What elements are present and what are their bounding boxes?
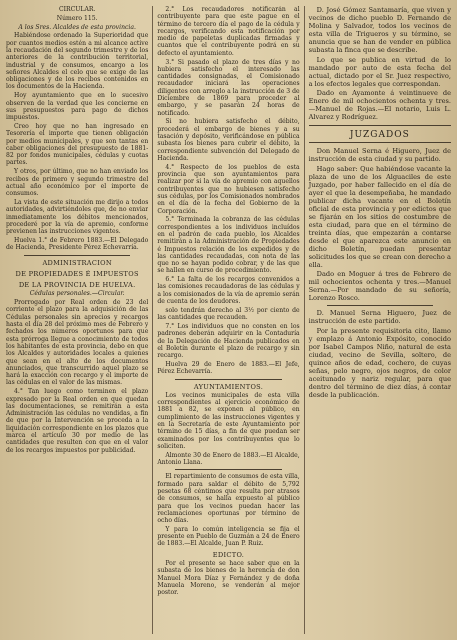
paragraph: Los vecinos municipales de esta villa correspondientes al ejercicio económico de 1881 a 82, se exponen al público, en cumplimiento de las instrucciones vigentes y en la Secretaría de este Ayuntamiento por término de 15 días, a fin de que puedan ser examinados por los contribuyentes que lo soliciten.: [157, 391, 300, 450]
columns: [6, 6, 451, 634]
paragraph: D. José Gómez Santamaría, que viven y vecinos de dicho pueblo D. Fernando de Molina y Salvador, todos los vecinos de esta villa de Trigueros y su término, se anuncia que se han de vender en pública subasta la finca que se describe.: [308, 6, 451, 54]
column-left: [6, 6, 148, 634]
section-topic: Cédulas personales.—Circular.: [29, 290, 125, 298]
paragraph: La vista de este situación me dirijo a todos autoridades, advirtiéndoles que, de no enviar inmediatamente los débitos mencionados, procederé por la vía de apremio, conforme previenen las instrucciones vigentes.: [6, 198, 149, 236]
paragraph: 3.° Si pasado el plazo de tres días y no hubiera satisfecho el interesado las cantidades consignadas, el Comisionado recaudador iniciará las operaciones diligentes con arreglo a la instrucción de 3 de Diciembre de 1869 para proceder al embargo, y se pasarán 24 horas de notificado.: [157, 58, 300, 117]
paragraph: Don Manuel Serna é Higuero, Juez de instrucción de esta ciudad y su partido.: [308, 147, 451, 163]
paragraph: 4.° Tan luego como terminen el plazo expresado por la Real orden en que quedan las documentaciones, se remitirán a esta Administración las cédulas no vendidas, a fin de que por la Intervención se proceda a la liquidación correspondiente en los plazos que marca el artículo 30 por medio de las cantidades que resulten con que en el valor de los recargos impuestos por publicidad.: [6, 388, 149, 454]
paragraph: D. Manuel Serna Higuero, Juez de instrucción de este partido.: [308, 309, 451, 325]
divider: [175, 379, 281, 380]
signature: Dado en Ayamonte á veintinueve de Enero de mil ochocientos ochenta y tres.—Manuel de Rojas.—El notario, Luis L. Alvarez y Rodríguez.: [308, 89, 451, 121]
section-title-edicto: EDICTO.: [212, 550, 245, 559]
column-right: [304, 6, 451, 634]
section-subtitle: DE PROPIEDADES É IMPUESTOS: [15, 269, 139, 278]
circular-heading: CIRCULAR.: [58, 6, 96, 13]
paragraph: Hoy ayuntamiento que en lo sucesivo observen de la verdad que les concierne en sus presupuestos para pago de dichos impuestos.: [6, 92, 149, 122]
section-title: AYUNTAMIENTOS.: [193, 382, 264, 391]
circular-number: Número 115.: [56, 14, 98, 22]
section-title-juzgados: JUZGADOS: [349, 130, 410, 140]
signature: Dado en Moguer á tres de Febrero de mil ochocientos ochenta y tres.—Manuel Serna.—Por mandado de su señoría, Lorenzo Rosco.: [308, 270, 451, 302]
paragraph: 5.° Terminada la cobranza de las cédulas correspondientes a los individuos incluídos en el padrón de cada pueblo, los Alcaldes remitirán a la Administración de Propiedades é Impuestos relación de los expedidos y de las cantidades recaudadas, con nota de las que no se hayan podido cobrar, y de las que se hallen en curso de procedimiento.: [157, 216, 300, 275]
paragraph: Y otros, por último, que no han enviado los recibos de primero y segundo trimestre del actual año económico por el importe de consumos.: [6, 168, 149, 198]
paragraph: Prorrogado por Real orden de 23 del corriente el plazo para la adquisición de las Cédulas personales sin aprecios y recargos hasta el día 28 del próximo mes de Febrero y fechados los números oportunos para que esta prórroga llegue a conocimiento de todos los habitantes de esta provincia, debo en que los Alcaldes y autoridades locales a quienes que sean en el alto de los documentos anunciados, que transcurrido aquel plazo se hará la exacción con recargo y el importe de las cédulas en el valor de las mismas.: [6, 299, 149, 387]
section-subtitle-2: DE LA PROVINCIA DE HUELVA.: [18, 281, 136, 290]
divider: [327, 305, 433, 306]
juzgados-header-box: [309, 125, 451, 143]
circular-addressee: A los Sres. Alcaldes de esta provincia.: [18, 23, 136, 31]
signature: Huelva 29 de Enero de 1883.—El Jefe, Pérez Echevarría.: [157, 360, 300, 376]
paragraph: Habiéndose ordenado la Superioridad que por cuantos medios estén a mi alcance active la recaudación del segundo trimestre y de los anteriores de la contribución territorial, industrial y de consumos, encargo a los señores Alcaldes el celo que se exige de las obligaciones y de los recibos contenidos en los documentos de la Hacienda.: [6, 32, 149, 91]
paragraph: Hago saber: Que habiéndose vacante la plaza de uno de los Alguaciles de este Juzgado, por haber fallecido en el día de ayer el que la desempeñaba, he mandado publicar dicha vacante en el Boletín oficial de esta provincia y por edictos que se fijarán en los sitios de costumbre de esta ciudad, para que en el término de treinta días, que empezarán a contarse desde el que aparezca este anuncio en dicho Boletín, puedan presentar solicitudes los que se crean con derecho a ella.: [308, 164, 451, 269]
column-middle: [152, 6, 299, 634]
paragraph: Por la presente requisitoria cito, llamo y emplazo á Antonio Expósito, conocido por Isabel Campos Niño, natural de esta ciudad, vecino de Sevilla, soltero, de quince años de edad, cochero, de cuyas señas, pelo negro, ojos negros, de color aceitunado y nariz regular, para que dentro del término de diez días, á contar desde la publicación.: [308, 326, 451, 399]
paragraph: 2.° Los recaudadores notificarán al contribuyente para que este pague en el término de tercero día el pago de la cédula y recargos, verificando esta notificación por medio de papeletas duplicadas firmadas y cuantos que el contribuyente podrá en su defecto el ayuntamiento.: [157, 6, 300, 57]
paragraph: Lo que se publica en virtud de lo mandado por auto de esta fecha del actual, dictado por el Sr. Juez respectivo, a los efectos legales que correspondan.: [308, 55, 451, 88]
divider: [175, 469, 281, 470]
signature: Y para lo común inteligencia se fija el presente en Pueblo de Guzmán a 24 de Enero de 1883.—El Alcalde, Juan P. Ruiz.: [157, 525, 300, 548]
signature: Almonte 30 de Enero de 1883.—El Alcalde, Antonio Llana.: [157, 451, 300, 467]
paragraph: El repartimiento de consumos de esta villa, formado para saldar el débito de 5,792 pesetas 68 céntimos que resulta por atrasos de consumos, se halla expuesto al público para que los vecinos puedan hacer las reclamaciones oportunas por término de ocho días.: [157, 473, 300, 525]
paragraph: Si no hubiera satisfecho el débito, procederá el embargo de bienes y a su tasación y depósito, verificándose en pública subasta los bienes para cubrir el débito, la correspondiente subvención del Delegado de Hacienda.: [157, 118, 300, 162]
section-title: ADMINISTRACION: [42, 258, 112, 267]
paragraph: 6.° La falta de los recargos convenidos a las comisiones recaudadoras de las cédulas y a los comisionados de la vía de apremio serán de cuenta de los deudores.: [157, 276, 300, 306]
paragraph: 4.° Respecto de los pueblos de esta provincia que son ayuntamientos para realizar por si la vía de apremio con aquellos contribuyentes que no hubiesen satisfecho sus cédulas, por los Comisionados nombrados en el día de la fecha del Gobierno de la Corporación.: [157, 163, 300, 215]
divider: [24, 255, 130, 256]
paragraph: Por el presente se hace saber que en la subasta de los bienes de la herencia de don Manuel Mora Díaz y Fernández y de doña Manuela Moreno, se venderán al mejor postor.: [157, 560, 300, 597]
paragraph: solo tendrán derecho al 3½ por ciento de las cantidades que recauden.: [157, 306, 300, 322]
paragraph: 7.° Los individuos que no consten en los padrones deberán adquirir en la Contaduría de la Delegación de Hacienda publicados en el Boletín durante el plazo de recargo y sin recargo.: [157, 322, 300, 360]
signature: Huelva 1.° de Febrero 1883.—El Delegado de Hacienda, Presidente Pérez Echevarría.: [6, 236, 149, 252]
paragraph: Creo hoy que no han ingresado en Tesorería el importe que tienen obligación por medios municipales, y que son tantas en caber obligaciones del presupuesto de 1881-82 por fondos municipales, cédulas y cuotas partes.: [6, 122, 149, 167]
